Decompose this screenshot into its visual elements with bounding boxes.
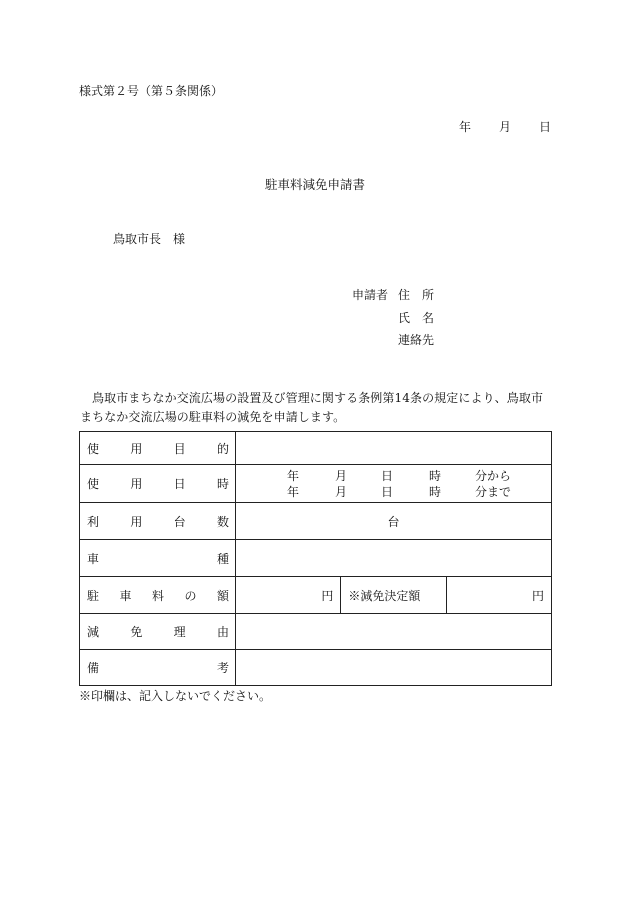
table-row <box>80 577 552 614</box>
datetime-from-row: 年 月 日 時 分から <box>287 468 512 483</box>
reason-field[interactable] <box>236 614 552 650</box>
applicant-address-label: 住 所 <box>398 288 435 302</box>
vehicle-label: 車 種 <box>80 540 236 577</box>
application-form-table <box>79 431 552 686</box>
decided-amount-label: ※減免決定額 <box>341 577 446 614</box>
applicant-name-label: 氏 名 <box>398 310 435 325</box>
count-label: 利 用 台 数 <box>80 503 236 540</box>
form-number-label: 様式第２号（第５条関係） <box>79 84 224 98</box>
addressee: 鳥取市長 様 <box>113 232 186 246</box>
table-row <box>80 503 552 540</box>
purpose-label: 使 用 目 的 <box>80 432 236 465</box>
datetime-to-row: 年 月 日 時 分まで <box>287 484 512 499</box>
datetime-field[interactable] <box>236 465 552 503</box>
applicant-contact-label: 連絡先 <box>398 333 435 347</box>
remarks-label: 備 考 <box>80 650 236 686</box>
table-row <box>80 540 552 577</box>
remarks-field[interactable] <box>236 650 552 686</box>
date-line <box>459 118 551 135</box>
decided-amount-field <box>446 577 551 614</box>
date-day: 日 <box>539 120 552 134</box>
purpose-field[interactable] <box>236 432 552 465</box>
table-row <box>80 465 552 503</box>
body-paragraph: 鳥取市まちなか交流広場の設置及び管理に関する条例第14条の規定により、鳥取市まちなか交流広場の駐車料の減免を申請します。 <box>80 391 544 424</box>
vehicle-field[interactable] <box>236 540 552 577</box>
reason-label: 減 免 理 由 <box>80 614 236 650</box>
table-row <box>80 432 552 465</box>
footnote: ※印欄は、記入しないでください。 <box>79 689 272 703</box>
applicant-block <box>352 286 458 354</box>
date-month: 月 <box>499 120 512 134</box>
applicant-heading: 申請者 <box>352 288 389 302</box>
count-unit: 台 <box>387 514 400 529</box>
date-year: 年 <box>459 120 472 134</box>
table-row <box>80 650 552 686</box>
decided-unit: 円 <box>531 588 544 603</box>
table-row <box>80 614 552 650</box>
fee-unit: 円 <box>321 588 334 603</box>
fee-label: 駐 車 料 の 額 <box>80 577 236 614</box>
count-field[interactable] <box>236 503 552 540</box>
fee-field[interactable] <box>236 577 341 614</box>
document-title: 駐車料減免申請書 <box>264 177 365 192</box>
datetime-label: 使 用 日 時 <box>80 465 236 503</box>
